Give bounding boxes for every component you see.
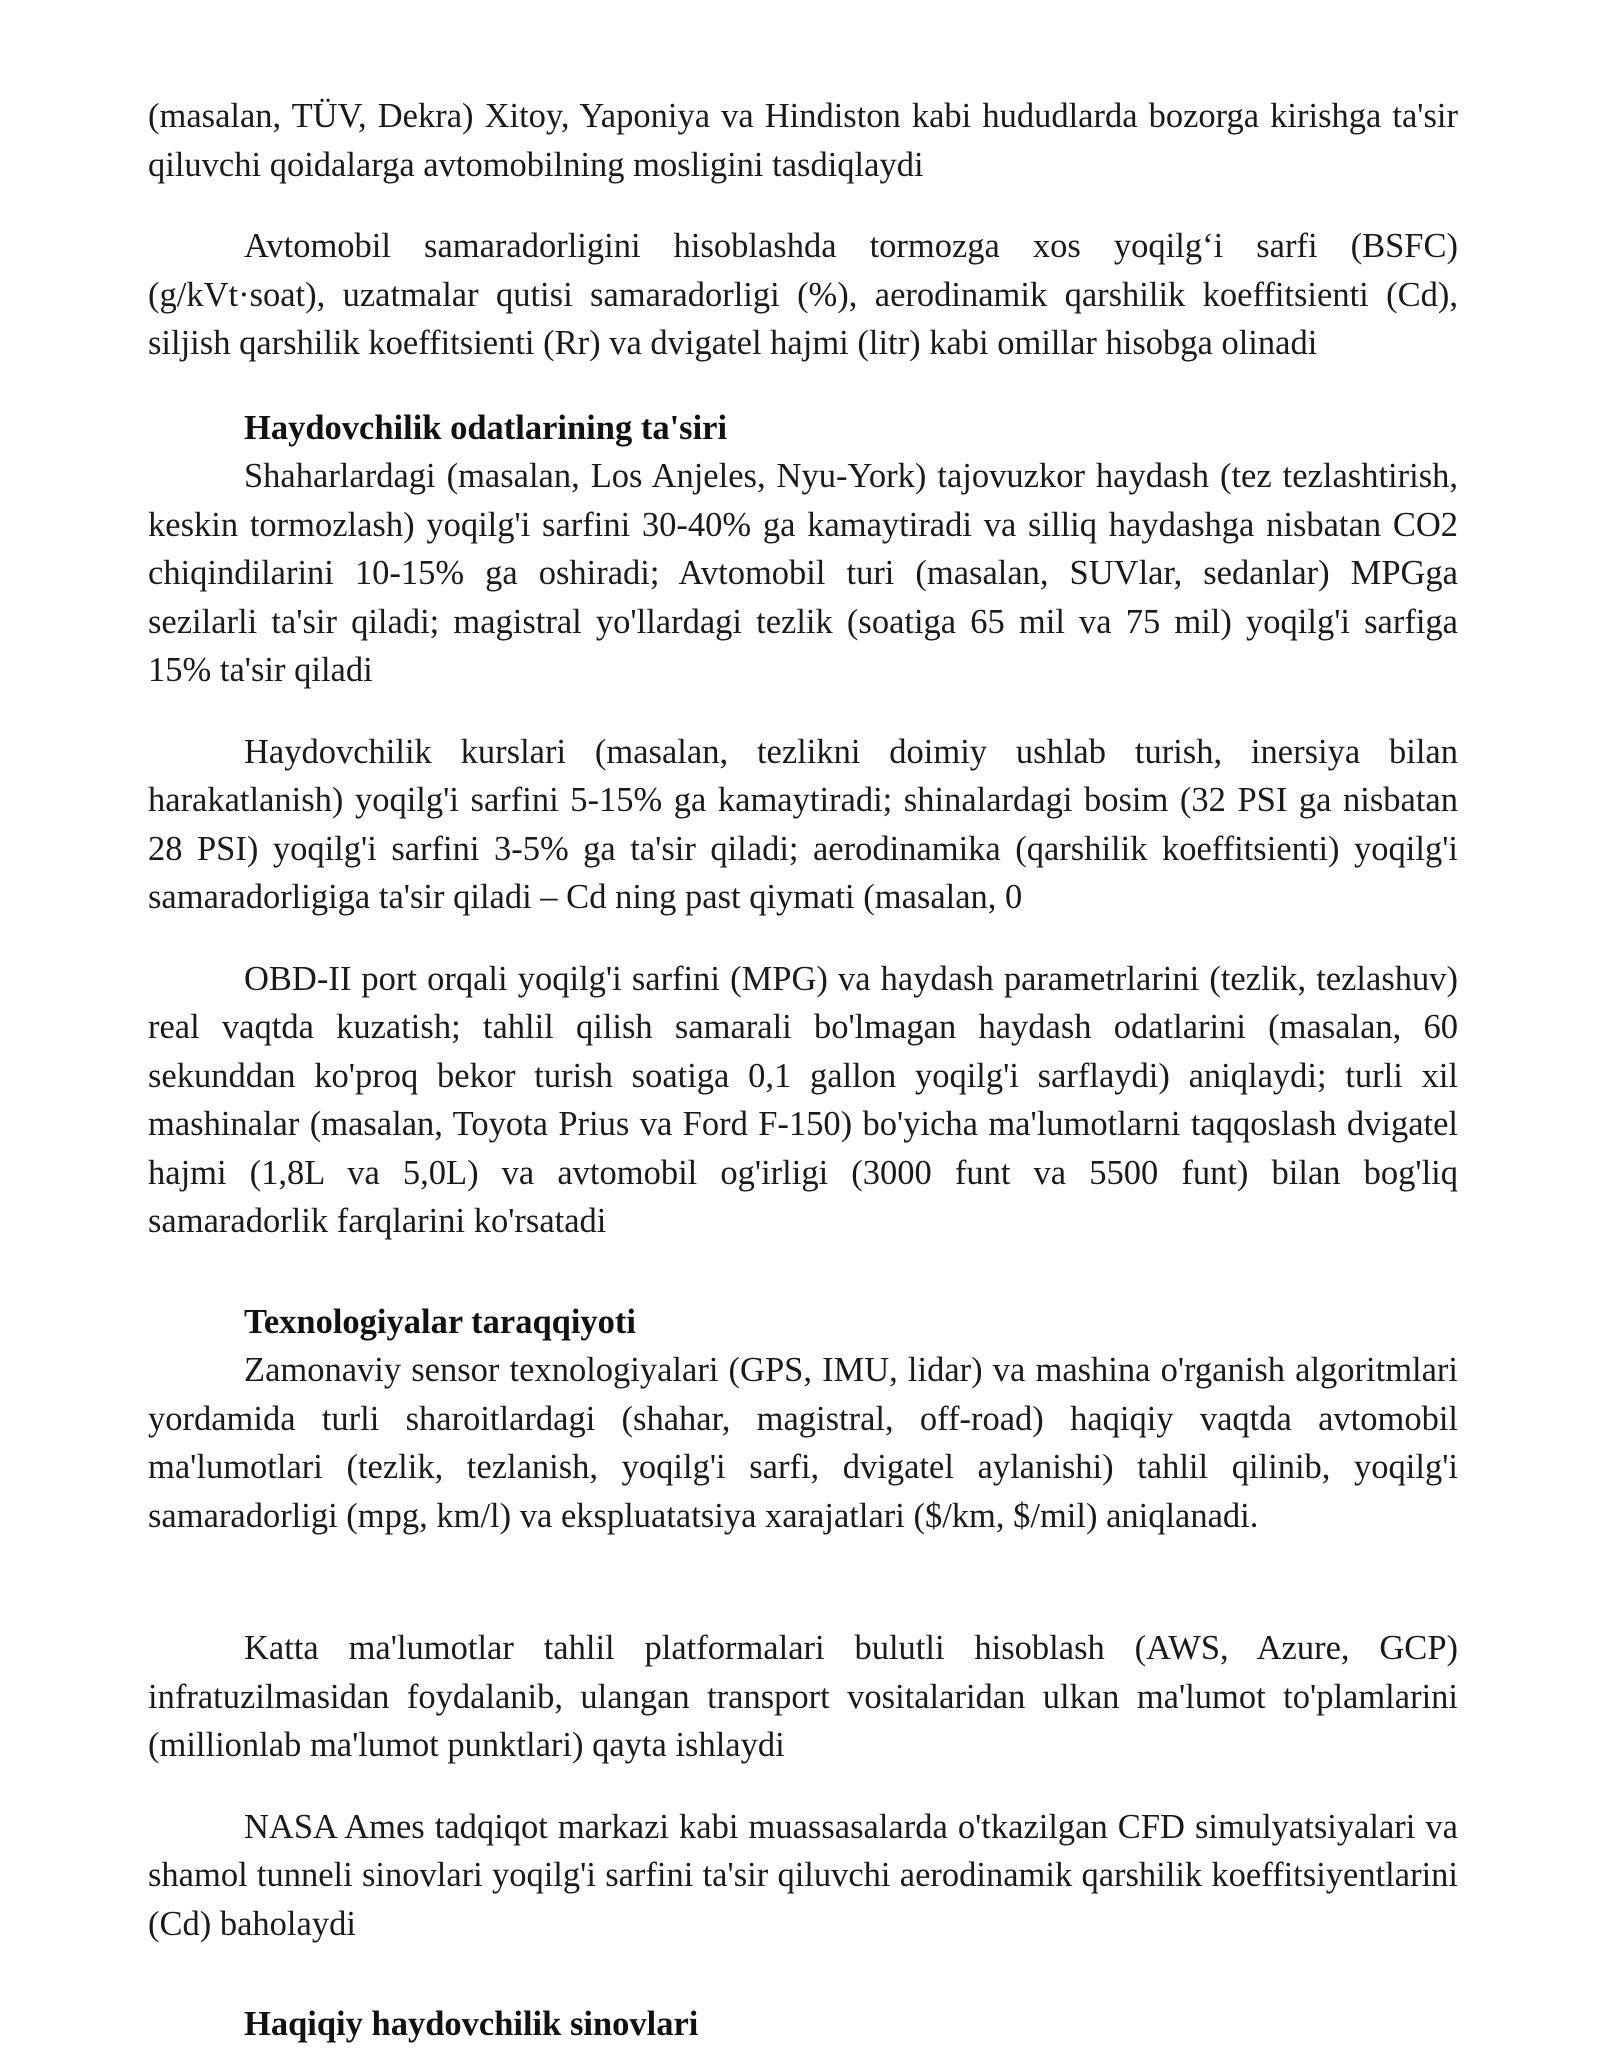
spacer	[148, 189, 1458, 222]
paragraph-4: Haydovchilik kurslari (masalan, tezlikni doimiy ushlab turish, inersiya bilan harakatlanish) yoqilg'i sarfini 5-15% ga kamaytiradi; shinalardagi bosim (32 PSI ga nisbatan 28 PSI) yoqilg'i sarfini 3-5% ga ta'sir qiladi; aerodinamika (qarshilik koeffitsienti) yoqilg'i samaradorligiga ta'sir qiladi – Cd ning past qiymati (masalan, 0	[148, 732, 1458, 916]
spacer	[148, 922, 1458, 955]
paragraph-3: Shaharlardagi (masalan, Los Anjeles, Nyu-York) tajovuzkor haydash (tez tezlashtirish, keskin tormozlash) yoqilg'i sarfini 30-40% ga kamaytiradi va silliq haydashga nisbatan CO2 chiqindilarini 10-15% ga oshiradi; Avtomobil turi (masalan, SUVlar, sedanlar) MPGga sezilarli ta'sir qiladi; magistral yo'llardagi tezlik (soatiga 65 mil va 75 mil) yoqilg'i sarfiga 15% ta'sir qiladi	[148, 457, 1458, 689]
paragraph-1: (masalan, TÜV, Dekra) Xitoy, Yaponiya va Hindiston kabi hududlarda bozorga kirishga ta'sir qiluvchi qoidalarga avtomobilning mosligini tasdiqlaydi	[148, 97, 1458, 184]
heading-technology-progress: Texnologiyalar taraqqiyoti	[244, 1302, 636, 1341]
paragraph-6: Zamonaviy sensor texnologiyalari (GPS, IMU, lidar) va mashina o'rganish algoritmlari yordamida turli sharoitlardagi (shahar, magistral, off-road) haqiqiy vaqtda avtomobil ma'lumotlari (tezlik, tezlanish, yoqilg'i sarfi, dvigatel aylanishi) tahlil qilinib, yoqilg'i samaradorligi (mpg, km/l) va ekspluatatsiya xarajatlari ($/km, $/mil) aniqlanadi.	[148, 1351, 1458, 1535]
paragraph-8: NASA Ames tadqiqot markazi kabi muassasalarda o'tkazilgan CFD simulyatsiyalari va shamol tunneli sinovlari yoqilg'i sarfini ta'sir qiluvchi aerodinamik qarshilik koeffitsiyentlarini (Cd) baholaydi	[148, 1807, 1458, 1943]
paragraph-7: Katta ma'lumotlar tahlil platformalari bulutli hisoblash (AWS, Azure, GCP) infratuzilmasidan foydalanib, ulangan transport vositalaridan ulkan ma'lumot to'plamlarini (millionlab ma'lumot punktlari) qayta ishlaydi	[148, 1629, 1458, 1764]
paragraph-5: OBD-II port orqali yoqilg'i sarfini (MPG) va haydash parametrlarini (tezlik, tezlashuv) real vaqtda kuzatish; tahlil qilish samarali bo'lmagan haydash odatlarini (masalan, 60 sekunddan ko'proq bekor turish soatiga 0,1 gallon yoqilg'i sarflaydi) aniqlaydi; turli xil mashinalar (masalan, Toyota Prius va Ford F-150) bo'yicha ma'lumotlarni taqqoslash dvigatel hajmi (1,8L va 5,0L) va avtomobil og'irligi (3000 funt va 5500 funt) bilan bog'liq samaradorlik farqlarini ko'rsatadi	[148, 959, 1458, 1240]
spacer	[148, 368, 1458, 404]
heading-real-driving-tests: Haqiqiy haydovchilik sinovlari	[244, 2005, 699, 2043]
spacer	[148, 1948, 1458, 2000]
spacer	[148, 1540, 1458, 1624]
heading-driving-habits: Haydovchilik odatlarining ta'siri	[244, 408, 728, 447]
paragraph-2: Avtomobil samaradorligini hisoblashda tormozga xos yoqilg‘i sarfi (BSFC) (g/kVt·soat), uzatmalar qutisi samaradorligi (%), aerodinamik qarshilik koeffitsienti (Cd), siljish qarshilik koeffitsienti (Rr) va dvigatel hajmi (litr) kabi omillar hisobga olinadi	[148, 227, 1458, 362]
spacer	[148, 1770, 1458, 1803]
document-page	[148, 92, 1458, 2049]
spacer	[148, 1246, 1458, 1298]
spacer	[148, 695, 1458, 728]
